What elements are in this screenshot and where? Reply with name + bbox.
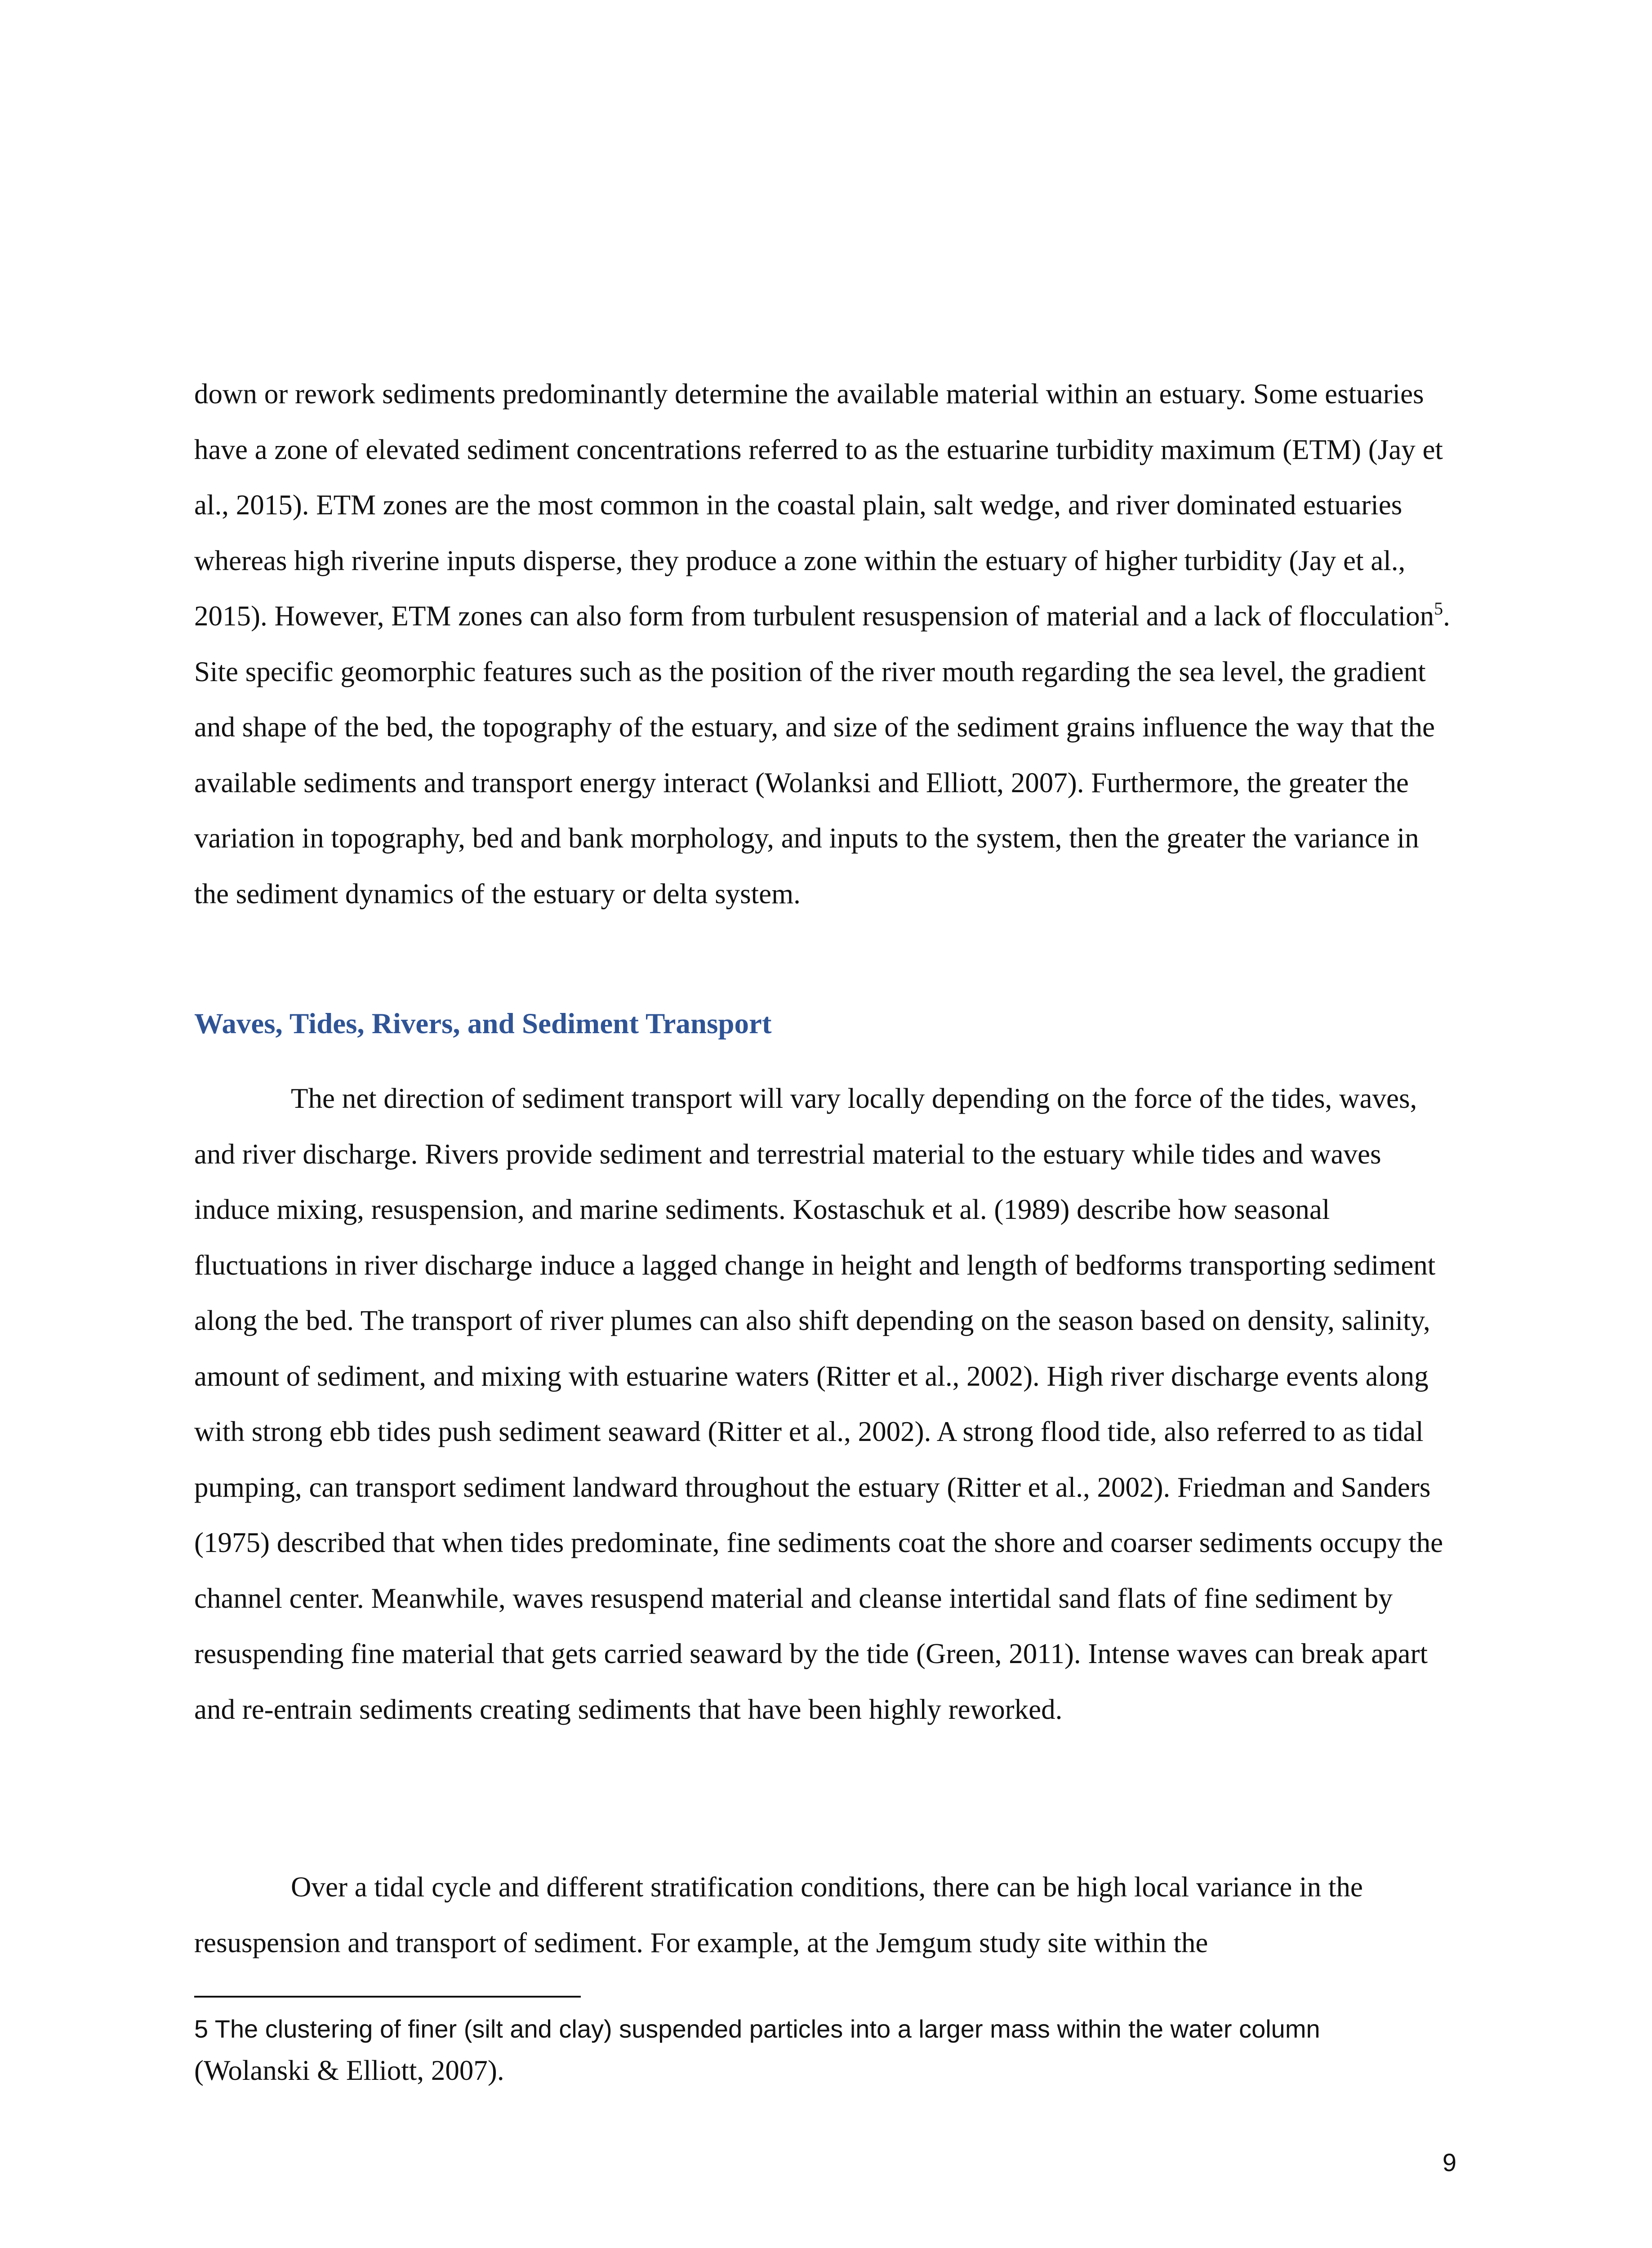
body-paragraph-3: Over a tidal cycle and different stratification conditions, there can be high local variance in the resuspension and transport of sediment. For example, at the Jemgum study site within the: [194, 1871, 1363, 1958]
paragraph-1-text-end: . Site specific geomorphic features such as the position of the river mouth regarding the sea level, the gradient and shape of the bed, the topography of the estuary, and size of the sediment grains influence the way that the available sediments and transport energy interact (Wolanksi and Elliott, 2007). Furthermore, the greater the variation in topography, bed and bank morphology, and inputs to the system, then the greater the variance in the sediment dynamics of the estuary or delta system.: [194, 600, 1450, 910]
body-paragraph-1: [194, 366, 1458, 922]
footnote-divider: [194, 1996, 581, 1998]
footnote-reference: 5: [1434, 598, 1443, 619]
footnote-text: 5 The clustering of finer (silt and clay) suspended particles into a larger mass within the water column: [194, 2015, 1320, 2043]
body-paragraph-2: The net direction of sediment transport will vary locally depending on the force of the tides, waves, and river discharge. Rivers provide sediment and terrestrial material to the estuary while tides and waves induce mixing, resuspension, and marine sediments. Kostaschuk et al. (1989) describe how seasonal fluctuations in river discharge induce a lagged change in height and length of bedforms transporting sediment along the bed. The transport of river plumes can also shift depending on the season based on density, salinity, amount of sediment, and mixing with estuarine waters (Ritter et al., 2002). High river discharge events along with strong ebb tides push sediment seaward (Ritter et al., 2002). A strong flood tide, also referred to as tidal pumping, can transport sediment landward throughout the estuary (Ritter et al., 2002). Friedman and Sanders (1975) described that when tides predominate, fine sediments coat the shore and coarser sediments occupy the channel center. Meanwhile, waves resuspend material and cleanse intertidal sand flats of fine sediment by resuspending fine material that gets carried seaward by the tide (Green, 2011). Intense waves can break apart and re-entrain sediments creating sediments that have been highly reworked.: [194, 1083, 1443, 1725]
paragraph-1-text-start: down or rework sediments predominantly determine the available material within an estuary. Some estuaries have a zone of elevated sediment concentrations referred to as the estuarine turbidity maximum (ETM) (Jay et al., 2015). ETM zones are the most common in the coastal plain, salt wedge, and river dominated estuaries whereas high riverine inputs disperse, they produce a zone within the estuary of higher turbidity (Jay et al., 2015). However, ETM zones can also form from turbulent resuspension of material and a lack of flocculation: [194, 378, 1443, 632]
footnote-citation: (Wolanski & Elliott, 2007).: [194, 2055, 504, 2086]
section-heading: Waves, Tides, Rivers, and Sediment Transport: [194, 1008, 772, 1040]
page-number: 9: [1442, 2148, 1456, 2177]
